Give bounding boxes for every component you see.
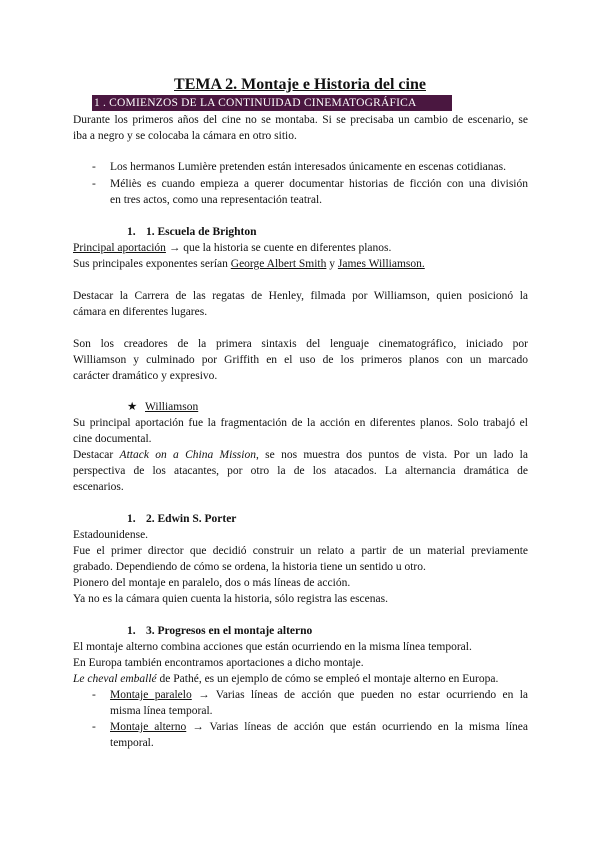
brighton-exponentes: Sus principales exponentes serían George Albert Smith y James Williamson. (73, 258, 425, 270)
porter-line-5: Ya no es la cámara quien cuenta la historia, sólo registra las escenas. (73, 593, 388, 605)
bullet-montaje-alterno: Montaje alterno → Varias líneas de acción que están ocurriendo en la misma línea (110, 721, 528, 733)
brighton-para2-line-3: carácter dramático y expresivo. (73, 370, 218, 382)
bullet-montaje-alterno-cont: temporal. (110, 737, 154, 749)
bullet-lumiere: Los hermanos Lumière pretenden están interesados únicamente en escenas cotidianas. (110, 161, 506, 173)
intro-line-2: iba a negro y se colocaba la cámara en otro sitio. (73, 130, 297, 142)
bullet-montaje-paralelo: Montaje paralelo → Varias líneas de acción que pueden no estar ocurriendo en la (110, 689, 528, 701)
williamson-line-4: perspectiva de los atacantes, por otro la de los atacados. La alternancia dramática de (73, 465, 528, 477)
bullet-dash: - (92, 161, 96, 173)
brighton-para1-line-2: cámara en diferentes lugares. (73, 306, 208, 318)
brighton-para2-line-1: Son los creadores de la primera sintaxis del lenguaje cinematográfico, iniciado por (73, 338, 528, 350)
heading-number: 1. (127, 226, 136, 238)
bullet-dash: - (92, 689, 96, 701)
williamson-line-3: Destacar Attack on a China Mission, se nos muestra dos puntos de vista. Por un lado la (73, 449, 528, 461)
williamson-line-2: cine documental. (73, 433, 152, 445)
alterno-line-2: En Europa también encontramos aportaciones a dicho montaje. (73, 657, 364, 669)
porter-line-1: Estadounidense. (73, 529, 149, 541)
bullet-dash: - (92, 721, 96, 733)
porter-line-2: Fue el primer director que decidió construir un relato a partir de un material previamente (73, 545, 528, 557)
heading-number: 1. (127, 513, 136, 525)
intro-line-1: Durante los primeros años del cine no se montaba. Si se precisaba un cambio de escenario, se (73, 114, 528, 126)
bullet-dash: - (92, 178, 96, 190)
alterno-cheval: Le cheval emballé de Pathé, es un ejemplo de cómo se empleó el montaje alterno en Europa. (73, 673, 499, 685)
porter-line-3: grabado. Dependiendo de cómo se ordena, la historia tiene un sentido u otro. (73, 561, 426, 573)
bullet-montaje-paralelo-cont: misma línea temporal. (110, 705, 213, 717)
williamson-line-1: Su principal aportación fue la fragmentación de la acción en diferentes planos. Solo trabajó el (73, 417, 528, 429)
bullet-melies-line-2: en tres actos, como una representación teatral. (110, 194, 323, 206)
alterno-line-1: El montaje alterno combina acciones que están ocurriendo en la misma línea temporal. (73, 641, 472, 653)
porter-line-4: Pionero del montaje en paralelo, dos o más líneas de acción. (73, 577, 351, 589)
heading-number: 1. (127, 625, 136, 637)
brighton-aportacion: Principal aportación → que la historia se cuente en diferentes planos. (73, 242, 392, 254)
williamson-line-5: escenarios. (73, 481, 124, 493)
heading-brighton: 1. Escuela de Brighton (146, 226, 257, 238)
heading-alterno: 3. Progresos en el montaje alterno (146, 625, 313, 637)
bullet-melies-line-1: Méliès es cuando empieza a querer documentar historias de ficción con una división (110, 178, 528, 190)
heading-porter: 2. Edwin S. Porter (146, 513, 237, 525)
brighton-para1-line-1: Destacar la Carrera de las regatas de Henley, filmada por Williamson, quien posicionó la (73, 290, 528, 302)
star-icon: ★ (127, 401, 138, 413)
brighton-para2-line-2: Williamson y culminado por Griffith en el uso de los primeros planos con un marcado (73, 354, 528, 366)
page-title: TEMA 2. Montaje e Historia del cine (174, 76, 426, 93)
section-heading-1: 1 . COMIENZOS DE LA CONTINUIDAD CINEMATOGRÁFICA (92, 95, 452, 111)
subheading-williamson: Williamson (145, 401, 199, 413)
